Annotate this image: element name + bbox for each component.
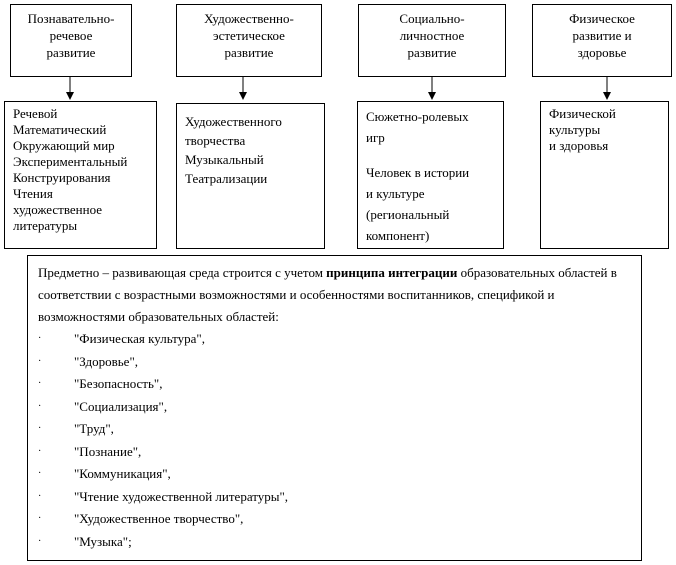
list-item-text: "Безопасность", <box>74 376 163 391</box>
list-item <box>38 531 633 554</box>
detail-line: Экспериментальный <box>13 154 128 169</box>
category-box-physical <box>532 4 672 77</box>
integration-intro <box>38 262 633 328</box>
list-item-text: "Социализация", <box>74 398 168 414</box>
list-item <box>38 351 633 374</box>
intro-bold: принципа интеграции <box>326 265 458 280</box>
list-item-text: "Труд", <box>74 421 114 436</box>
category-line: развитие и <box>572 28 632 43</box>
category-line: личностное <box>399 28 465 43</box>
detail-line: игр <box>366 130 385 145</box>
list-item <box>38 508 633 531</box>
detail-line: творчества <box>185 133 246 148</box>
category-line: здоровье <box>577 45 627 60</box>
bullet-icon: · <box>38 378 42 389</box>
list-item <box>38 396 633 419</box>
bullet-icon: · <box>38 355 42 367</box>
category-line: развитие <box>407 45 457 60</box>
list-item <box>38 418 633 441</box>
arrow-down-icon <box>426 77 438 101</box>
bullet-icon: · <box>38 400 42 412</box>
detail-line <box>366 148 497 162</box>
detail-line: Физической <box>549 106 616 121</box>
bullet-icon: · <box>38 535 42 547</box>
list-item <box>38 486 633 509</box>
list-item-text: "Художественное творчество", <box>74 511 244 526</box>
intro-end: образовательных областей в соответствии с возрастными возможностями и особенностями воспитанников, спецификой и возможностями образовательных областей: <box>38 265 617 324</box>
category-line: Социально- <box>399 11 465 26</box>
detail-box-cognitive <box>4 101 157 249</box>
list-item-text: "Чтение художественной литературы", <box>74 488 289 504</box>
arrow-down-icon <box>237 77 249 101</box>
detail-line: художественное <box>13 202 103 217</box>
detail-line: Художественного <box>185 114 282 129</box>
detail-line: компонент) <box>366 228 430 243</box>
detail-line: и культуре <box>366 186 425 201</box>
category-box-artistic <box>176 4 322 77</box>
bullet-icon: · <box>38 468 42 479</box>
education-areas-list <box>38 328 633 553</box>
arrow-down-icon <box>601 77 613 101</box>
detail-line: Театрализации <box>185 171 268 186</box>
detail-line: Музыкальный <box>185 152 264 167</box>
list-item-text: "Коммуникация", <box>74 466 171 481</box>
detail-line: и здоровья <box>549 138 609 153</box>
detail-line: Человек в истории <box>366 165 470 180</box>
bullet-icon: · <box>38 490 42 502</box>
category-line: развитие <box>46 45 96 60</box>
detail-box-artistic <box>176 103 325 249</box>
category-line: Физическое <box>569 11 635 26</box>
bullet-icon: · <box>38 333 42 344</box>
detail-line: Речевой <box>13 106 58 121</box>
list-item <box>38 463 633 486</box>
category-line: Художественно- <box>204 11 294 26</box>
category-line: Познавательно- <box>27 11 115 26</box>
bullet-icon: · <box>38 445 42 457</box>
list-item-text: "Музыка"; <box>74 533 132 549</box>
detail-line: Чтения <box>13 186 53 201</box>
detail-line: литературы <box>13 218 78 233</box>
detail-line: Конструирования <box>13 170 111 185</box>
intro-start: Предметно – развивающая среда строится с учетом <box>38 265 327 280</box>
detail-box-social <box>357 101 504 249</box>
detail-line: Окружающий мир <box>13 138 115 153</box>
list-item-text: "Здоровье", <box>74 353 139 369</box>
detail-line: (региональный <box>366 207 450 222</box>
bullet-icon: · <box>38 513 42 524</box>
category-box-cognitive <box>10 4 132 77</box>
detail-box-physical <box>540 101 669 249</box>
list-item <box>38 373 633 396</box>
category-line: речевое <box>49 28 93 43</box>
list-item-text: "Физическая культура", <box>74 331 205 346</box>
category-line: развитие <box>224 45 274 60</box>
detail-line: Сюжетно-ролевых <box>366 109 469 124</box>
list-item <box>38 328 633 351</box>
list-item-text: "Познание", <box>74 443 142 459</box>
detail-line: культуры <box>549 122 601 137</box>
category-line: эстетическое <box>213 28 285 43</box>
list-item <box>38 441 633 464</box>
detail-line: Математический <box>13 122 107 137</box>
arrow-down-icon <box>64 77 76 101</box>
bullet-icon: · <box>38 423 42 434</box>
integration-principle-box <box>27 255 642 561</box>
category-box-social <box>358 4 506 77</box>
